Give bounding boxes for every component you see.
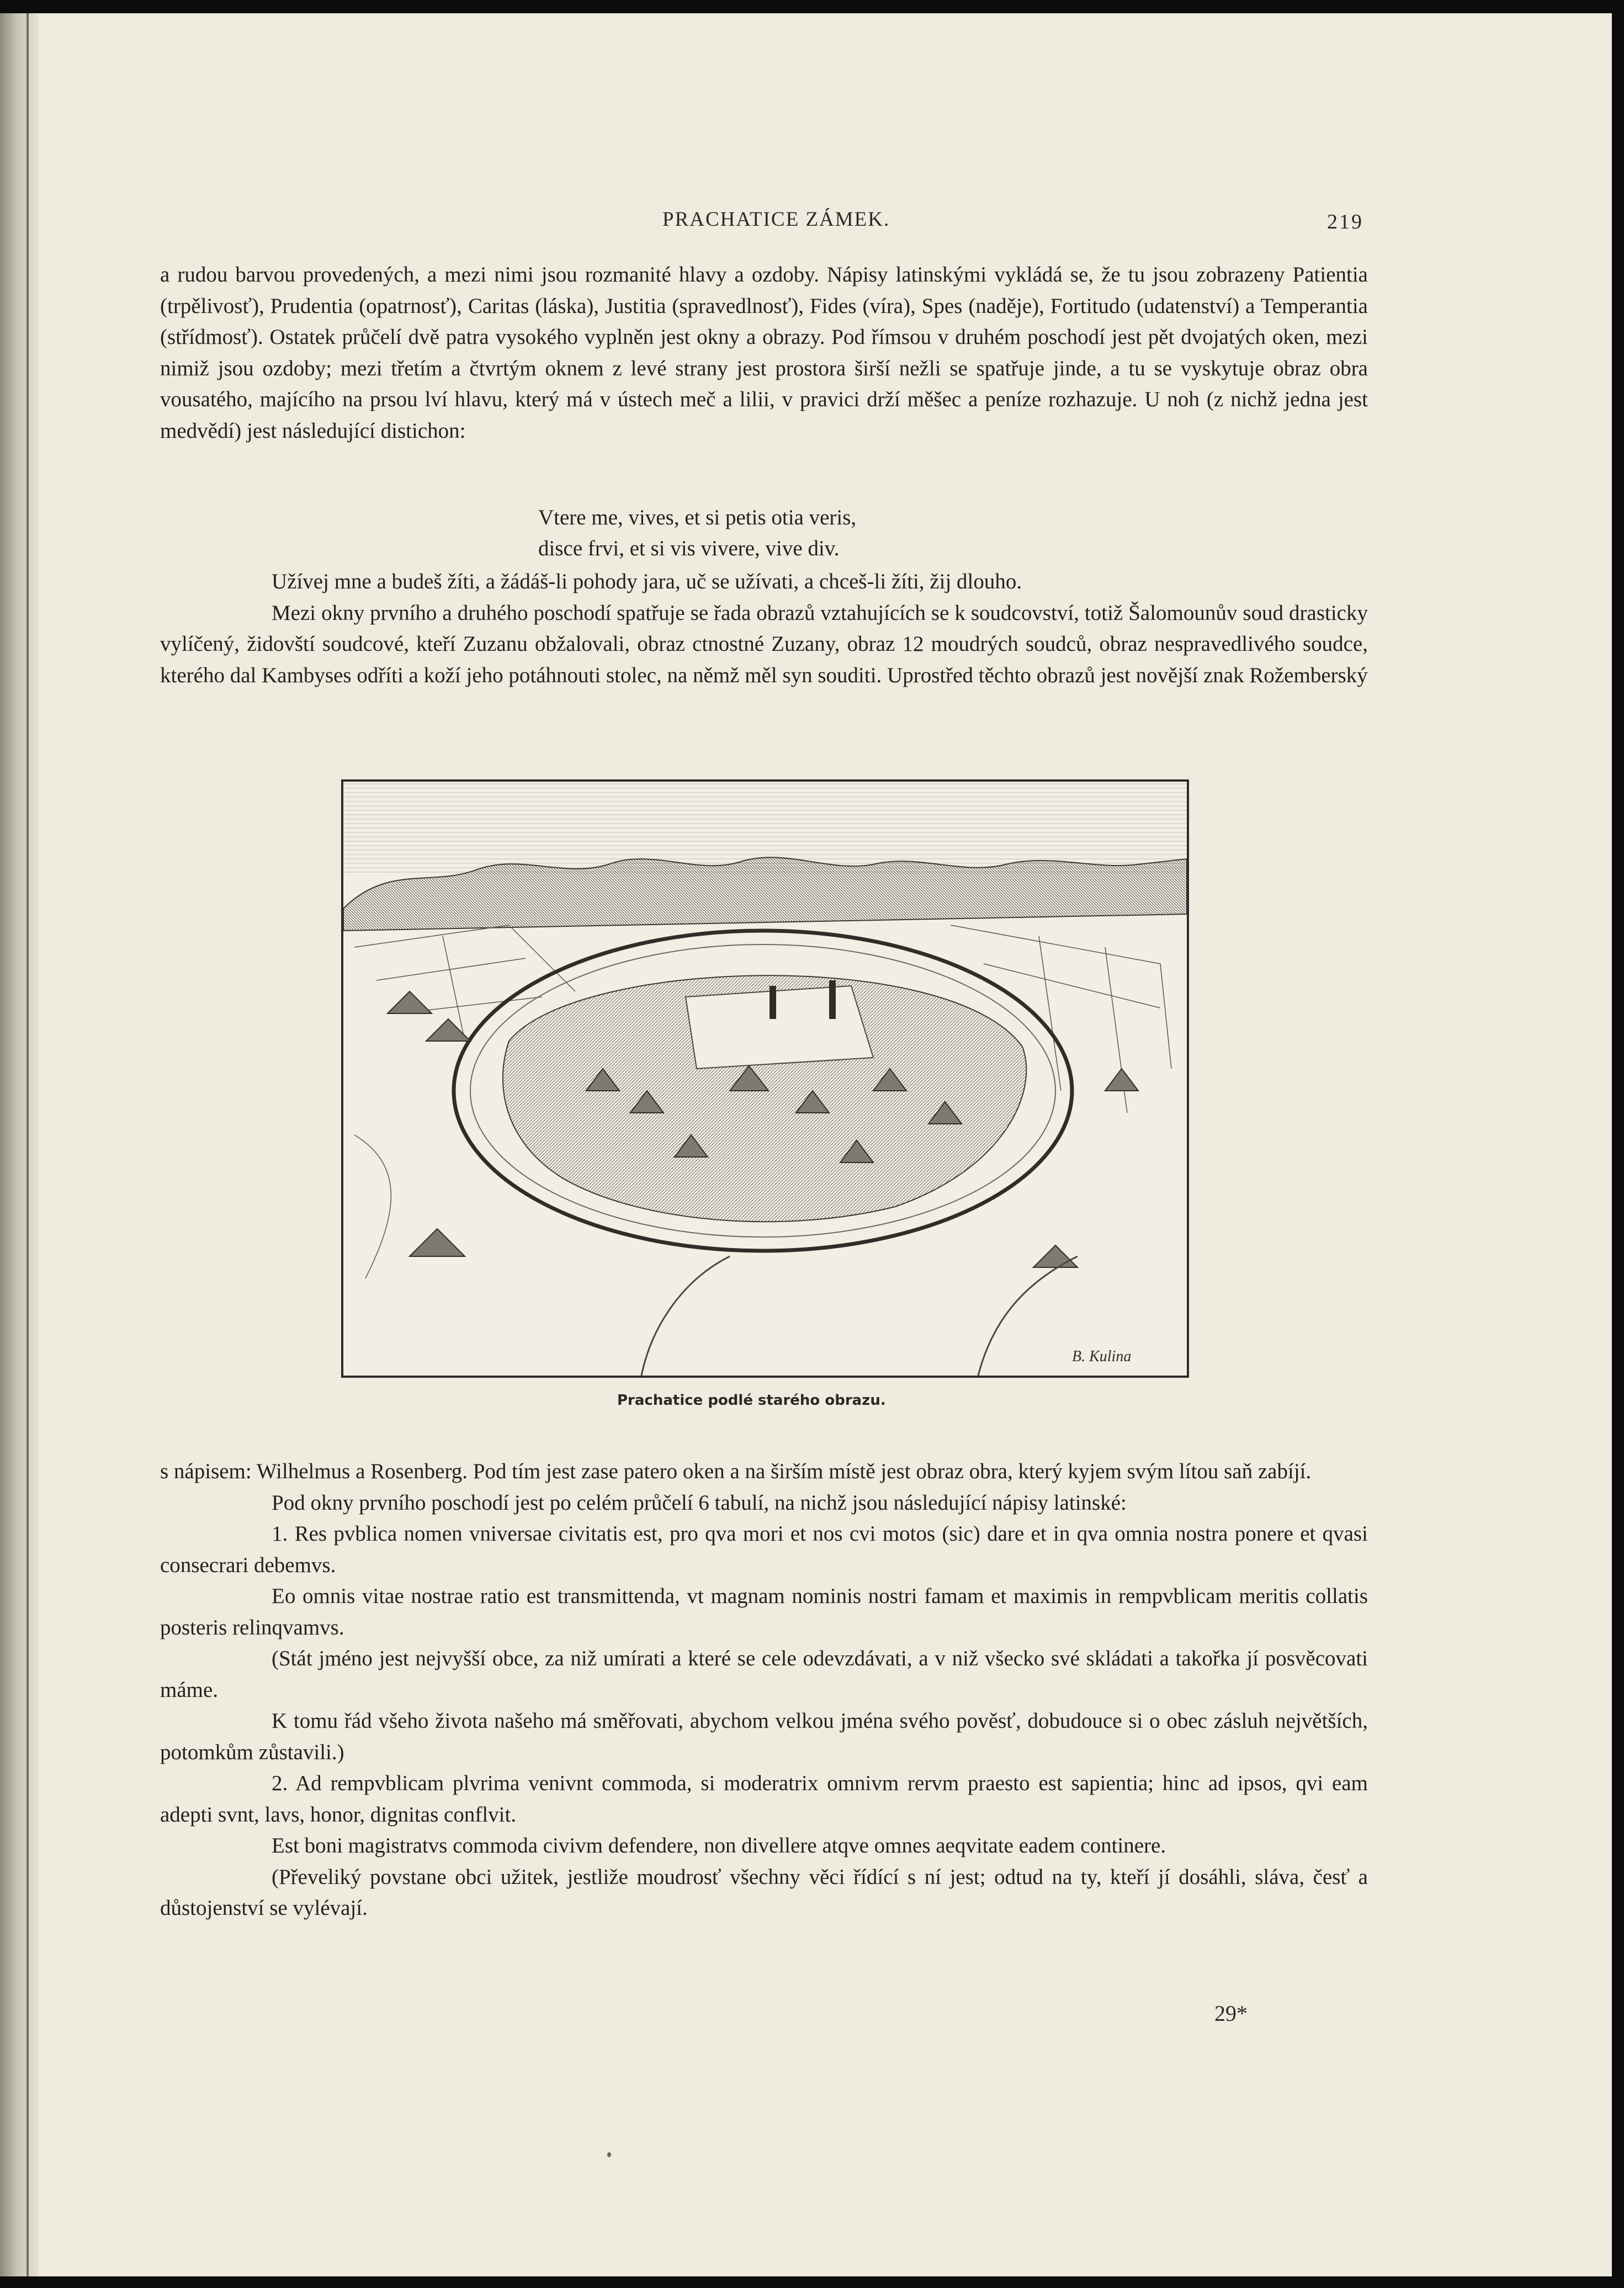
page-speck (607, 2152, 611, 2157)
paragraph: a rudou barvou provedených, a mezi nimi jsou rozmanité hlavy a ozdoby. Nápisy latinskými vykládá se, že tu jsou zobrazeny Patientia (trpělivosť), Prudentia (opatrnosť), Caritas (láska), Justitia (spravedlnosť), Fides (víra), Spes (naděje), Fortitudo (udatenství) a Temperantia (střídmosť). Ostatek průčelí dvě patra vysokého vyplněn jest okny a obrazy. Pod římsou v druhém poschodí jest pět dvojatých oken, mezi nimiž jsou ozdoby; mezi třetím a čtvrtým oknem z levé strany jest prostora širší nežli se spatřuje jinde, a tu se vyskytuje obraz obra vousatého, majícího na prsou lví hlavu, který má v ústech meč a lilii, v pravici drží měšec a peníze rozhazuje. U noh (z nichž jedna jest medvědí) jest následující distichon: (160, 263, 1368, 443)
body-text-middle (160, 566, 1368, 691)
town-engraving (341, 779, 1189, 1378)
paragraph: Eo omnis vitae nostrae ratio est transmittenda, vt magnam nominis nostri famam et maximis in rempvblicam meritis collatis posteris relinqvamvs. (160, 1584, 1368, 1639)
artist-signature: B. Kulina (1072, 1348, 1132, 1365)
body-text-bottom (160, 1456, 1368, 1924)
paragraph: (Převeliký povstane obci užitek, jestliže moudrosť všechny věci řídící s ní jest; odtud na ty, kteří jí dosáhli, sláva, česť a důstojenství se vylévají. (160, 1865, 1368, 1920)
signature-mark: 29* (1214, 2001, 1248, 2026)
running-title: PRACHATICE ZÁMEK. (662, 208, 890, 231)
paragraph: K tomu řád všeho života našeho má směřovati, abychom velkou jména svého pověsť, dobudouce si o obec zásluh největších, potomkům zůstavili.) (160, 1709, 1368, 1764)
paragraph: 2. Ad rempvblicam plvrima venivnt commoda, si moderatrix omnivm rervm praesto est sapientia; hinc ad ipsos, qvi eam adepti svnt, lavs, honor, dignitas conflvit. (160, 1771, 1368, 1827)
paragraph: Užívej mne a budeš žíti, a žádáš-li pohody jara, uč se užívati, a chceš-li žíti, žij dlouho. (272, 570, 1022, 593)
paragraph: Mezi okny prvního a druhého poschodí spatřuje se řada obrazů vztahujících se k soudcovství, totiž Šalomounův soud drasticky vylíčený, židovští soudcové, kteří Zuzanu obžalovali, obraz ctnostné Zuzany, obraz 12 moudrých soudců, obraz nespravedlivého soudce, kterého dal Kambyses odříti a koží jeho potáhnouti stolec, na němž měl syn souditi. Uprostřed těchto obrazů jest novější znak Rožemberský (160, 601, 1368, 687)
page-number: 219 (1327, 210, 1363, 233)
paragraph: Pod okny prvního poschodí jest po celém průčelí 6 tabulí, na nichž jsou následující nápisy latinské: (272, 1490, 1127, 1515)
page-gutter (0, 13, 39, 2276)
distichon (538, 502, 856, 564)
paragraph: s nápisem: Wilhelmus a Rosenberg. Pod tím jest zase patero oken a na širším místě jest obraz obra, který kyjem svým lítou saň zabíjí. (160, 1459, 1312, 1483)
verse-line: disce frvi, et si vis vivere, vive div. (538, 537, 840, 560)
paragraph: (Stát jméno jest nejvyšší obce, za niž umírati a které se cele odevzdávati, a v niž všecko své skládati a takořka jí posvěcovati máme. (160, 1647, 1368, 1702)
body-text-top (160, 259, 1368, 447)
paragraph: Est boni magistratvs commoda civivm defendere, non divellere atqve omnes aeqvitate eadem continere. (272, 1834, 1166, 1857)
book-page (0, 13, 1612, 2276)
paragraph: 1. Res pvblica nomen vniversae civitatis est, pro qva mori et nos cvi motos (sic) dare et in qva omnia nostra ponere et qvasi consecrari debemvs. (160, 1522, 1368, 1577)
verse-line: Vtere me, vives, et si petis otia veris, (538, 506, 857, 529)
figure-caption: Prachatice podlé starého obrazu. (617, 1392, 886, 1409)
